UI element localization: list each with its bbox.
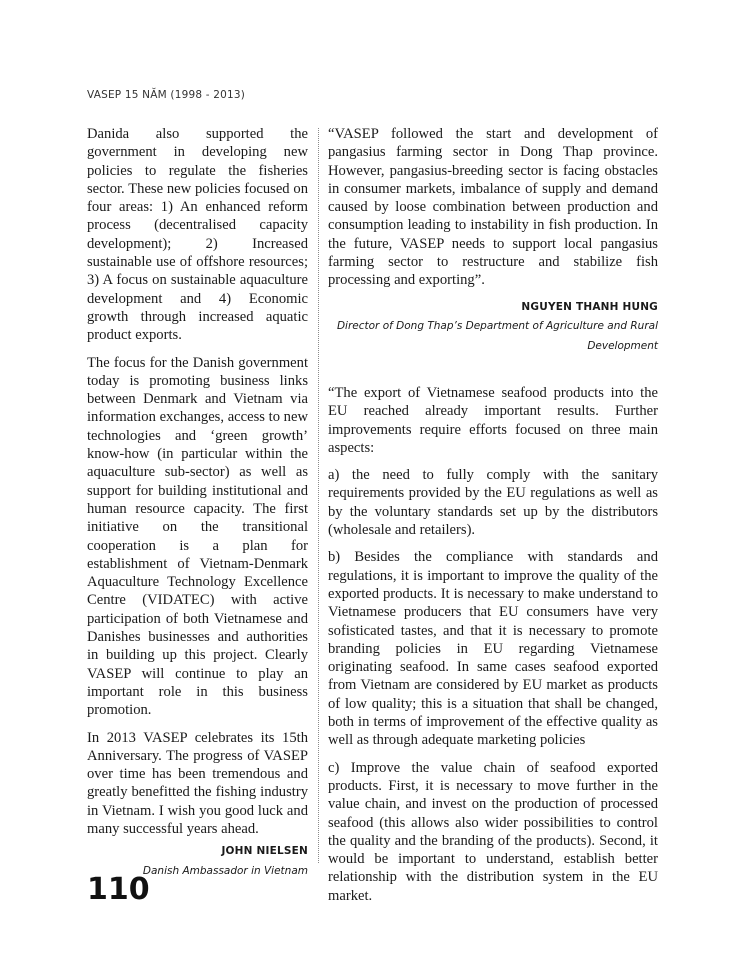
left-paragraph-1: Danida also supported the government in developing new policies to regulate the fisheries sector. These new policies focused on four areas: 1) An enhanced reform process (decentralised capacity development); 2) Increased sustainable use of offshore resources; 3) A focus on sustainable aquaculture development and 4) Economic growth through increased aquatic product exports. (87, 126, 308, 344)
page-number: 110 (87, 872, 150, 907)
left-paragraph-2: The focus for the Danish government today is promoting business links between Denmark and Vietnam via information exchanges, access to new technologies and ‘green growth’ know-how (in particular within the aquaculture sub-sector) as well as support for building institutional and human resource capacity. The first initiative on the transitional cooperation is a plan for establishment of Vietnam-Denmark Aquaculture Technology Excellence Centre (VIDATEC) with active participation of both Vietnamese and Danishes businesses and authorities in building up this project. Clearly VASEP will continue to play an important role in this business promotion. (87, 354, 308, 719)
eu-quote-point-c: c) Improve the value chain of seafood exported products. First, it is necessary to move further in the value chain, and invest on the production of processed seafood (this allows also wider possibilities to control the quality and the branding of the products). Second, it would be important to understand, establish better relationship with the distribution system in the EU market. (328, 759, 658, 904)
eu-quote-point-a: a) the need to fully comply with the sanitary requirements provided by the EU regulations as well as by the voluntary standards set up by the distributors (wholesale and retailers). (328, 467, 658, 539)
eu-quote-point-b: b) Besides the compliance with standards and regulations, it is important to improve the quality of the exported products. It is necessary to make understand to Vietnamese producers that EU consumers have very sofisticated tastes, and that it is necessary to promote branding policies in EU regarding Vietnamese originating seafood. In same cases seafood exported from Vietnam are considered by EU market as products of low quality; this is a situation that shall be changed, both in terms of improvement of the effective quality as well as through adequate marketing policies (328, 549, 658, 749)
running-header: VASEP 15 NĂM (1998 - 2013) (87, 89, 246, 101)
eu-quote-intro: “The export of Vietnamese seafood products into the EU reached already important results. Further improvements require efforts focused on three main aspects: (328, 384, 658, 456)
signature-title-hung: Director of Dong Thap’s Department of Agriculture and Rural Development (336, 319, 658, 352)
quote-hung: “VASEP followed the start and development of pangasius farming sector in Dong Thap province. However, pangasius-breeding sector is facing obstacles in consumer markets, imbalance of supply and demand caused by loose combination between production and consumption leading to instability in fish production. In the future, VASEP needs to support local pangasius farming sector to restructure and stabilize fish processing and exporting”. (328, 126, 658, 289)
column-divider (318, 128, 319, 863)
left-paragraph-3: In 2013 VASEP celebrates its 15th Anniversary. The progress of VASEP over time has been tremendous and greatly benefitted the fishing industry in Vietnam. I wish you good luck and many successful years ahead. (87, 729, 308, 837)
signature-title-nielsen: Danish Ambassador in Vietnam (142, 864, 308, 877)
signature-name-hung: NGUYEN THANH HUNG (521, 300, 658, 313)
signature-name-nielsen: JOHN NIELSEN (221, 845, 308, 858)
right-column (328, 125, 658, 914)
left-column (87, 125, 308, 881)
